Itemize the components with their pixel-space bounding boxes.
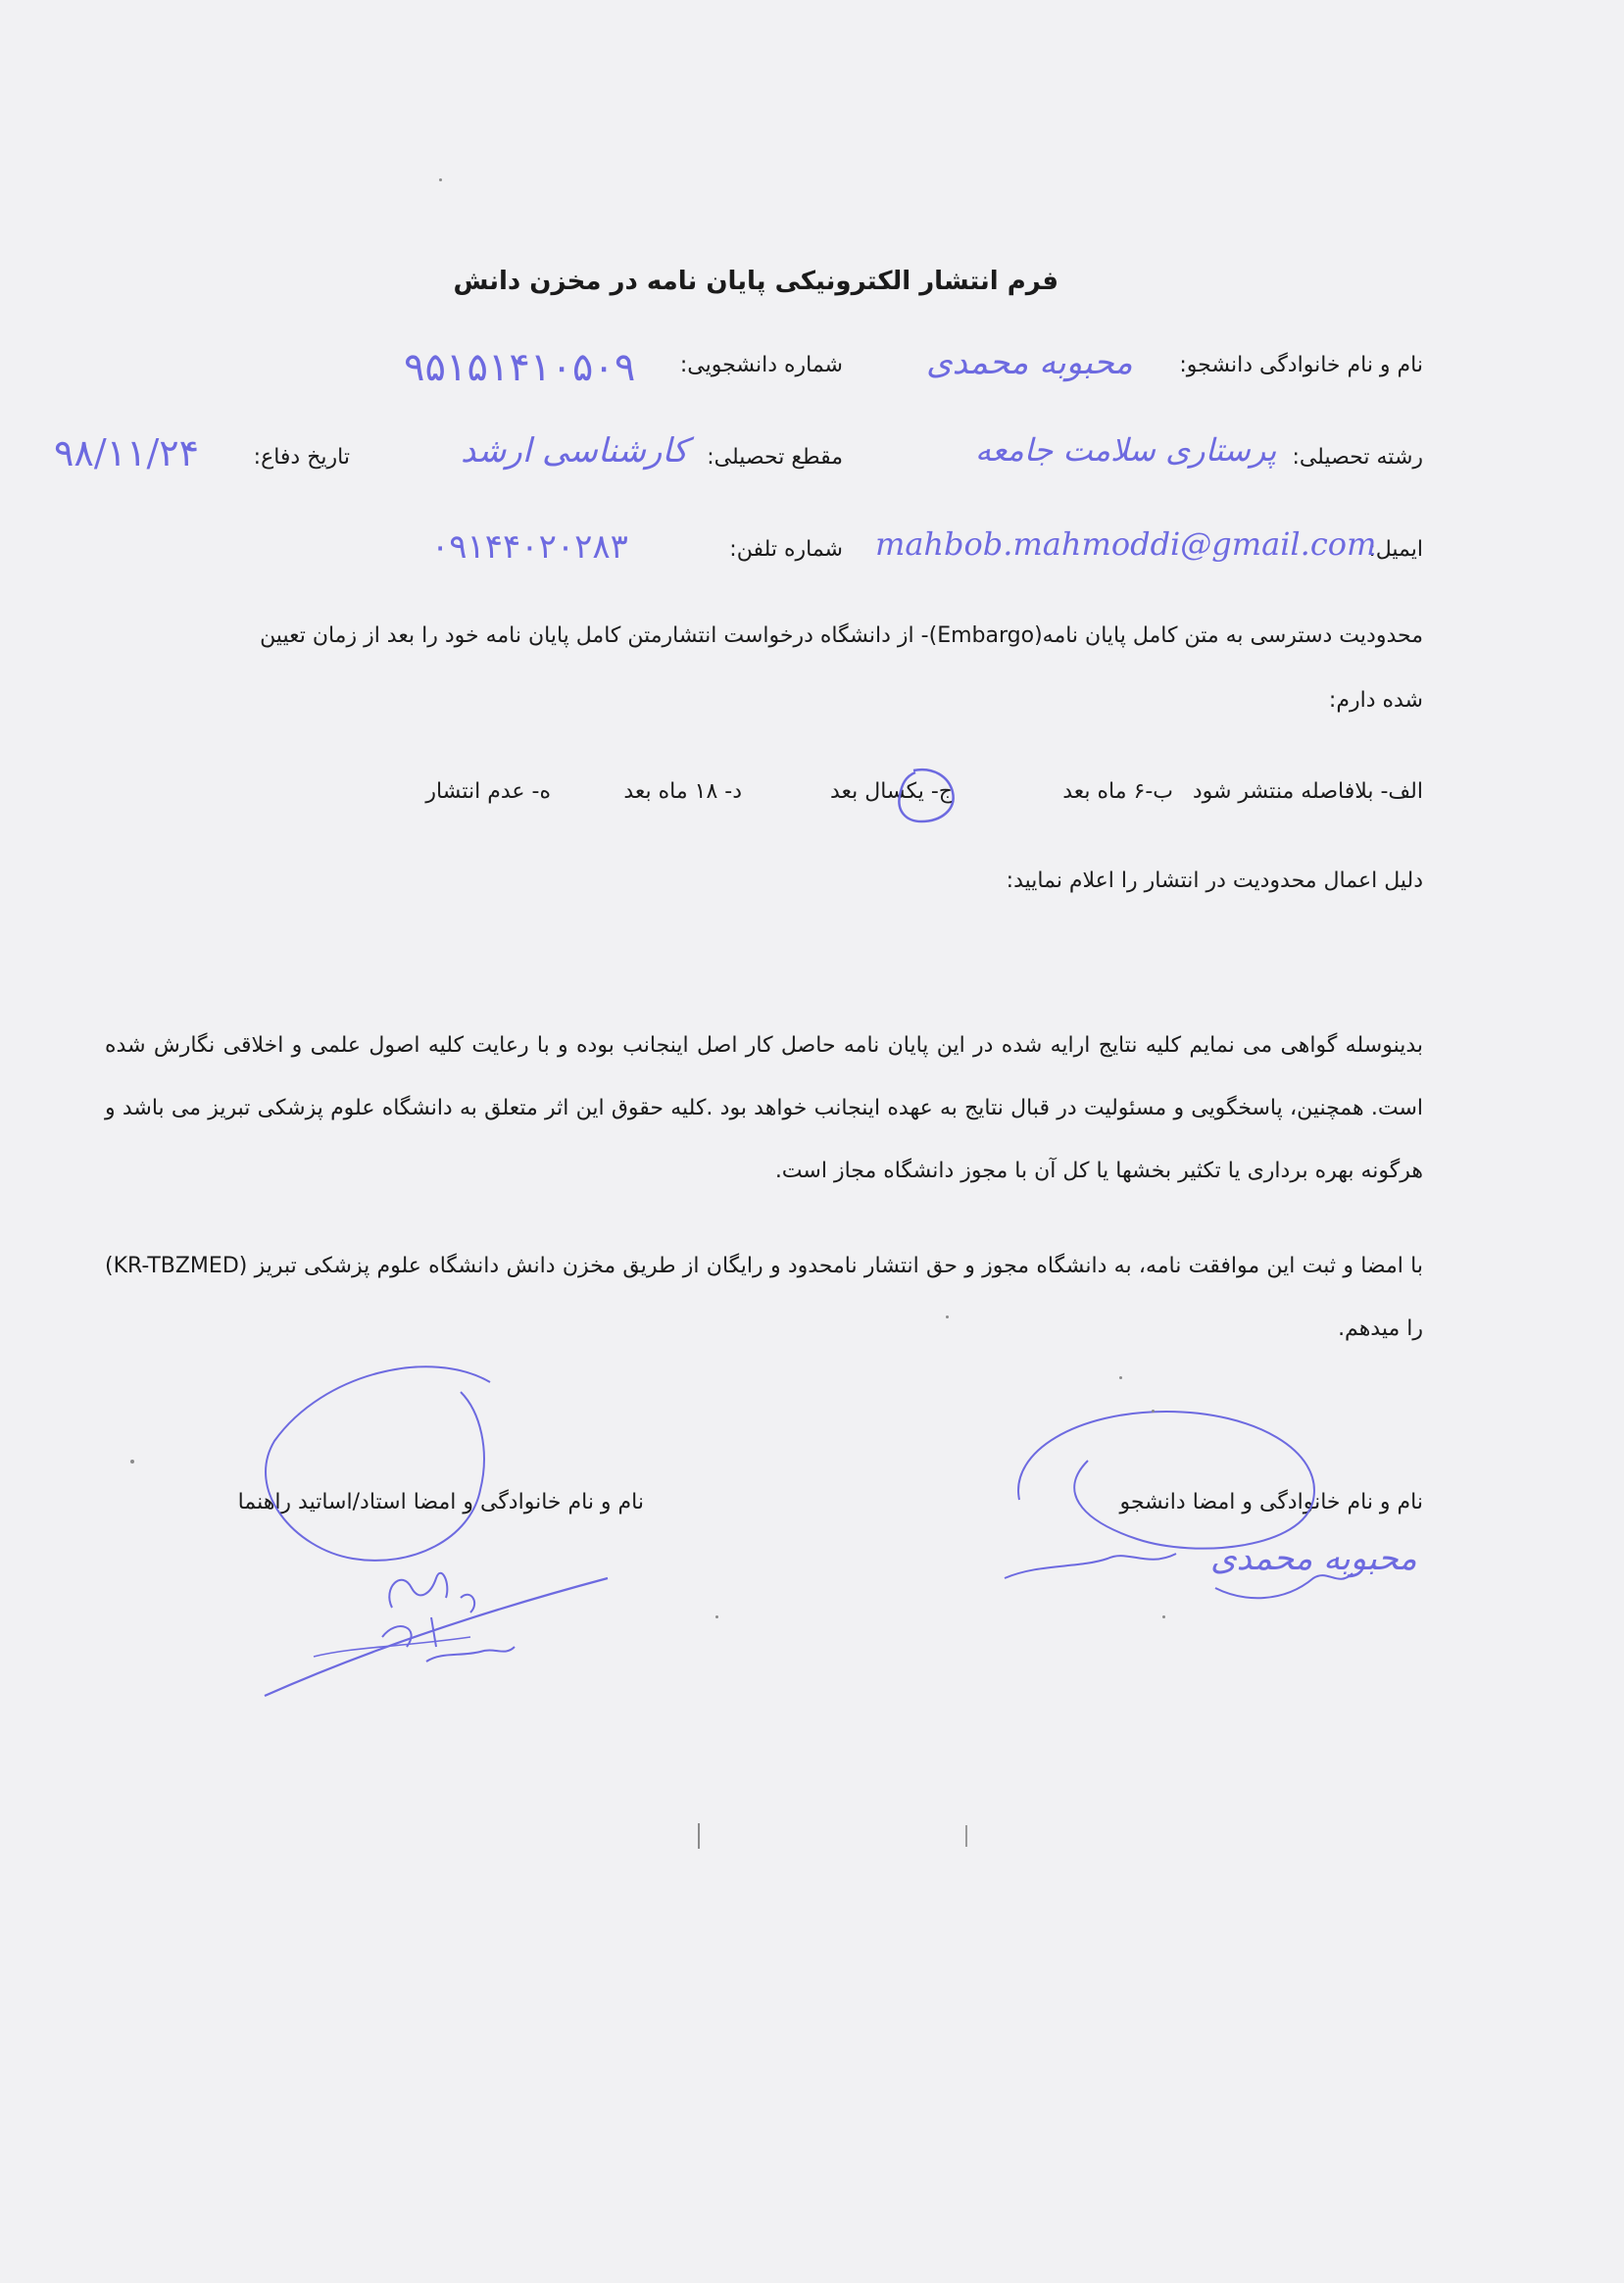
defense-date-label: تاریخ دفاع: [253, 445, 350, 470]
scan-artifact [698, 1823, 700, 1849]
student-name-label: نام و نام خانوادگی دانشجو: [1179, 353, 1423, 377]
embargo-text-line2: شده دارم: [1328, 688, 1423, 713]
phone-label: شماره تلفن: [729, 537, 843, 562]
embargo-reason-label: دلیل اعمال محدودیت در انتشار را اعلام نمایید: [1006, 869, 1423, 893]
phone-value: ۰۹۱۴۴۰۲۰۲۸۳ [431, 527, 628, 567]
supervisor-signature-label: نام و نام خانوادگی و امضا استاد/اساتید راهنما [237, 1490, 644, 1514]
scan-speck [1162, 1615, 1165, 1618]
scan-speck [1119, 1376, 1122, 1379]
email-label: ایمیل: [1368, 537, 1423, 562]
consent-paragraph: با امضا و ثبت این موافقت نامه، به دانشگاه مجوز و حق انتشار نامحدود و رایگان از طریق مخزن دانش دانشگاه علوم پزشکی تبریز (KR-TBZMED) را میدهم. [105, 1254, 1423, 1341]
student-signature-label: نام و نام خانوادگی و امضا دانشجو [1119, 1490, 1423, 1514]
scan-speck [946, 1315, 949, 1318]
field-of-study-value: پرستاری سلامت جامعه [975, 431, 1277, 469]
selection-circle-mark [892, 767, 960, 825]
option-d: د- ۱۸ ماه بعد [623, 779, 742, 804]
scan-speck [439, 178, 442, 181]
option-e: ه- عدم انتشار [425, 779, 551, 804]
student-name-value: محبوبه محمدی [926, 343, 1133, 382]
degree-level-label: مقطع تحصیلی: [707, 445, 843, 470]
supervisor-signature [235, 1353, 627, 1725]
student-signature [1000, 1392, 1411, 1627]
scan-speck [130, 1460, 134, 1464]
defense-date-value: ۹۸/۱۱/۲۴ [54, 431, 200, 474]
option-c: ج- یکسال بعد [830, 779, 953, 804]
certification-paragraph: بدینوسله گواهی می نمایم کلیه نتایج ارایه شده در این پایان نامه حاصل کار اصل اینجانب بوده و با رعایت کلیه اصول علمی و اخلاقی نگارش شده است. همچنین، پاسخگویی و مسئولیت در قبال نتایج به عهده اینجانب خواهد بود .کلیه حقوق این اثر متعلق به دانشگاه علوم پزشکی تبریز می باشد و هرگونه بهره برداری یا تکثیر بخشها یا کل آن با مجوز دانشگاه مجاز است. [105, 1033, 1423, 1183]
embargo-text-line1: محدودیت دسترسی به متن کامل پایان نامه(Embargo)- از دانشگاه درخواست انتشارمتن کامل پایان نامه خود را بعد از زمان تعیین [260, 623, 1423, 648]
student-signed-name: محبوبه محمدی [1210, 1539, 1417, 1578]
scan-speck [715, 1615, 718, 1618]
student-id-label: شماره دانشجویی: [679, 353, 843, 377]
option-b: ب-۶ ماه بعد [1062, 779, 1173, 804]
option-a: الف- بلافاصله منتشر شود [1192, 779, 1423, 804]
scan-artifact [965, 1825, 967, 1847]
student-id-value: ۹۵۱۵۱۴۱۰۵۰۹ [404, 345, 636, 390]
field-of-study-label: رشته تحصیلی: [1292, 445, 1423, 470]
form-title: فرم انتشار الکترونیکی پایان نامه در مخزن دانش [453, 267, 1058, 296]
degree-level-value: کارشناسی ارشد [461, 431, 688, 471]
scan-speck [1152, 1410, 1155, 1413]
email-value: mahbob.mahmoddi@gmail.com [875, 525, 1377, 563]
